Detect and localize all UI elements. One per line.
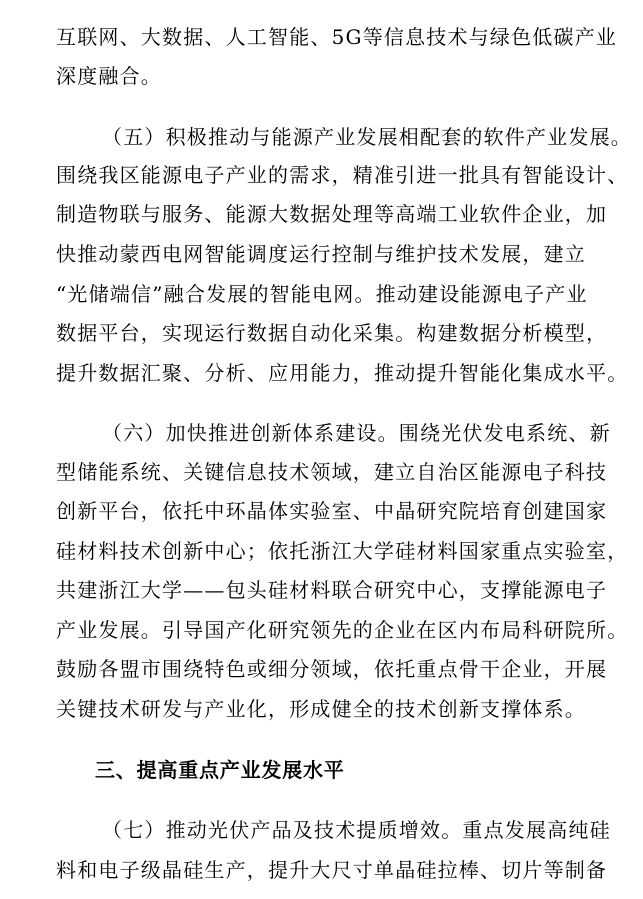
paragraph-line: 提升数据汇聚、分析、应用能力，推动提升智能化集成水平。 <box>56 361 629 385</box>
paragraph-line: 产业发展。引导国产化研究领先的企业在区内布局科研院所。 <box>56 618 629 642</box>
section-five-title-line: （五）积极推动与能源产业发展相配套的软件产业发展。 <box>102 125 632 149</box>
chapter-heading: 三、提高重点产业发展水平 <box>95 758 345 782</box>
paragraph-line: 数据平台，实现运行数据自动化采集。构建数据分析模型， <box>56 321 608 345</box>
paragraph-line: 料和电子级晶硅生产，提升大尺寸单晶硅拉棒、切片等制备 <box>56 858 608 882</box>
paragraph-line: 深度融合。 <box>56 64 162 88</box>
paragraph-line: 鼓励各盟市围绕特色或细分领域，依托重点骨干企业，开展 <box>56 657 608 681</box>
section-seven-title-line: （七）推动光伏产品及技术提质增效。重点发展高纯硅 <box>102 818 611 842</box>
paragraph-line: 创新平台，依托中环晶体实验室、中晶研究院培育创建国家 <box>56 499 608 523</box>
paragraph-line: 互联网、大数据、人工智能、5G等信息技术与绿色低碳产业 <box>56 25 618 49</box>
paragraph-line: “光储端信”融合发展的智能电网。推动建设能源电子产业 <box>56 282 588 306</box>
paragraph-line: 硅材料技术创新中心；依托浙江大学硅材料国家重点实验室， <box>56 539 629 563</box>
section-six-title-line: （六）加快推进创新体系建设。围绕光伏发电系统、新 <box>102 421 611 445</box>
paragraph-line: 关键技术研发与产业化，形成健全的技术创新支撑体系。 <box>56 697 586 721</box>
paragraph-line: 型储能系统、关键信息技术领域，建立自治区能源电子科技 <box>56 460 608 484</box>
paragraph-line: 制造物联与服务、能源大数据处理等高端工业软件企业，加 <box>56 202 608 226</box>
paragraph-line: 围绕我区能源电子产业的需求，精准引进一批具有智能设计、 <box>56 163 629 187</box>
paragraph-line: 快推动蒙西电网智能调度运行控制与维护技术发展，建立 <box>56 242 586 266</box>
paragraph-line: 共建浙江大学——包头硅材料联合研究中心，支撑能源电子 <box>56 578 608 602</box>
